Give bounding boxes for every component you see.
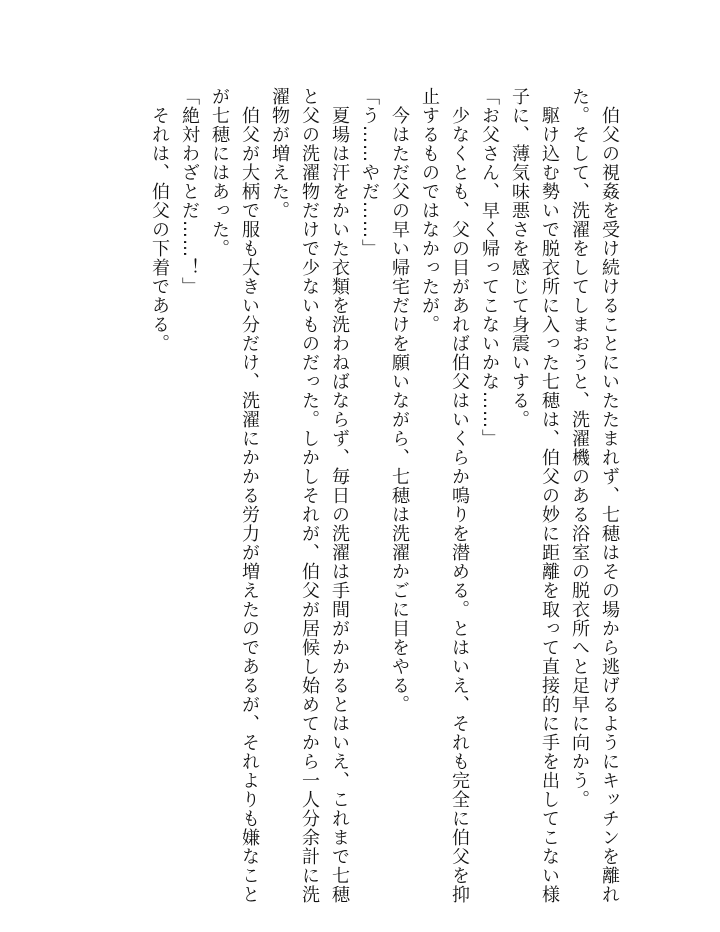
text-column: 駆け込む勢いで脱衣所に入った七穂は、伯父の妙に距離を取って直接的に手を出してこない様 xyxy=(539,106,560,904)
text-column: 伯父が大柄で服も大きい分だけ、洗濯にかかる労力が増えたのであるが、それよりも嫌なこと xyxy=(239,106,260,904)
text-column: 止するものではなかったが。 xyxy=(419,87,440,334)
text-column: 濯物が増えた。 xyxy=(269,87,290,220)
text-column: 夏場は汗をかいた衣類を洗わねばならず、毎日の洗濯は手間がかかるとはいえ、これまで七穂 xyxy=(329,106,350,904)
dialogue-column: 「お父さん、早く帰ってこないかな……」 xyxy=(479,87,500,448)
text-column: 伯父の視姦を受け続けることにいたたまれず、七穂はその場から逃げるようにキッチンを離れ xyxy=(599,106,620,904)
text-column: と父の洗濯物だけで少ないものだった。しかしそれが、伯父が居候し始めてから一人分余計に洗 xyxy=(299,87,320,904)
text-column: それは、伯父の下着である。 xyxy=(149,106,170,353)
dialogue-column: 「絶対わざとだ……！」 xyxy=(179,87,200,296)
text-column: が七穂にはあった。 xyxy=(209,87,230,258)
dialogue-column: 「う……やだ……」 xyxy=(359,87,380,258)
vertical-text-page xyxy=(144,87,624,904)
text-column: 今はただ父の早い帰宅だけを願いながら、七穂は洗濯かごに目をやる。 xyxy=(389,106,410,714)
text-column: 少なくとも、父の目があれば伯父はいくらか鳴りを潜める。とはいえ、それも完全に伯父を抑 xyxy=(449,106,470,904)
text-column: た。そして、洗濯をしてしまおうと、洗濯機のある浴室の脱衣所へと足早に向かう。 xyxy=(569,87,590,809)
text-column: 子に、薄気味悪さを感じて身震いする。 xyxy=(509,87,530,429)
